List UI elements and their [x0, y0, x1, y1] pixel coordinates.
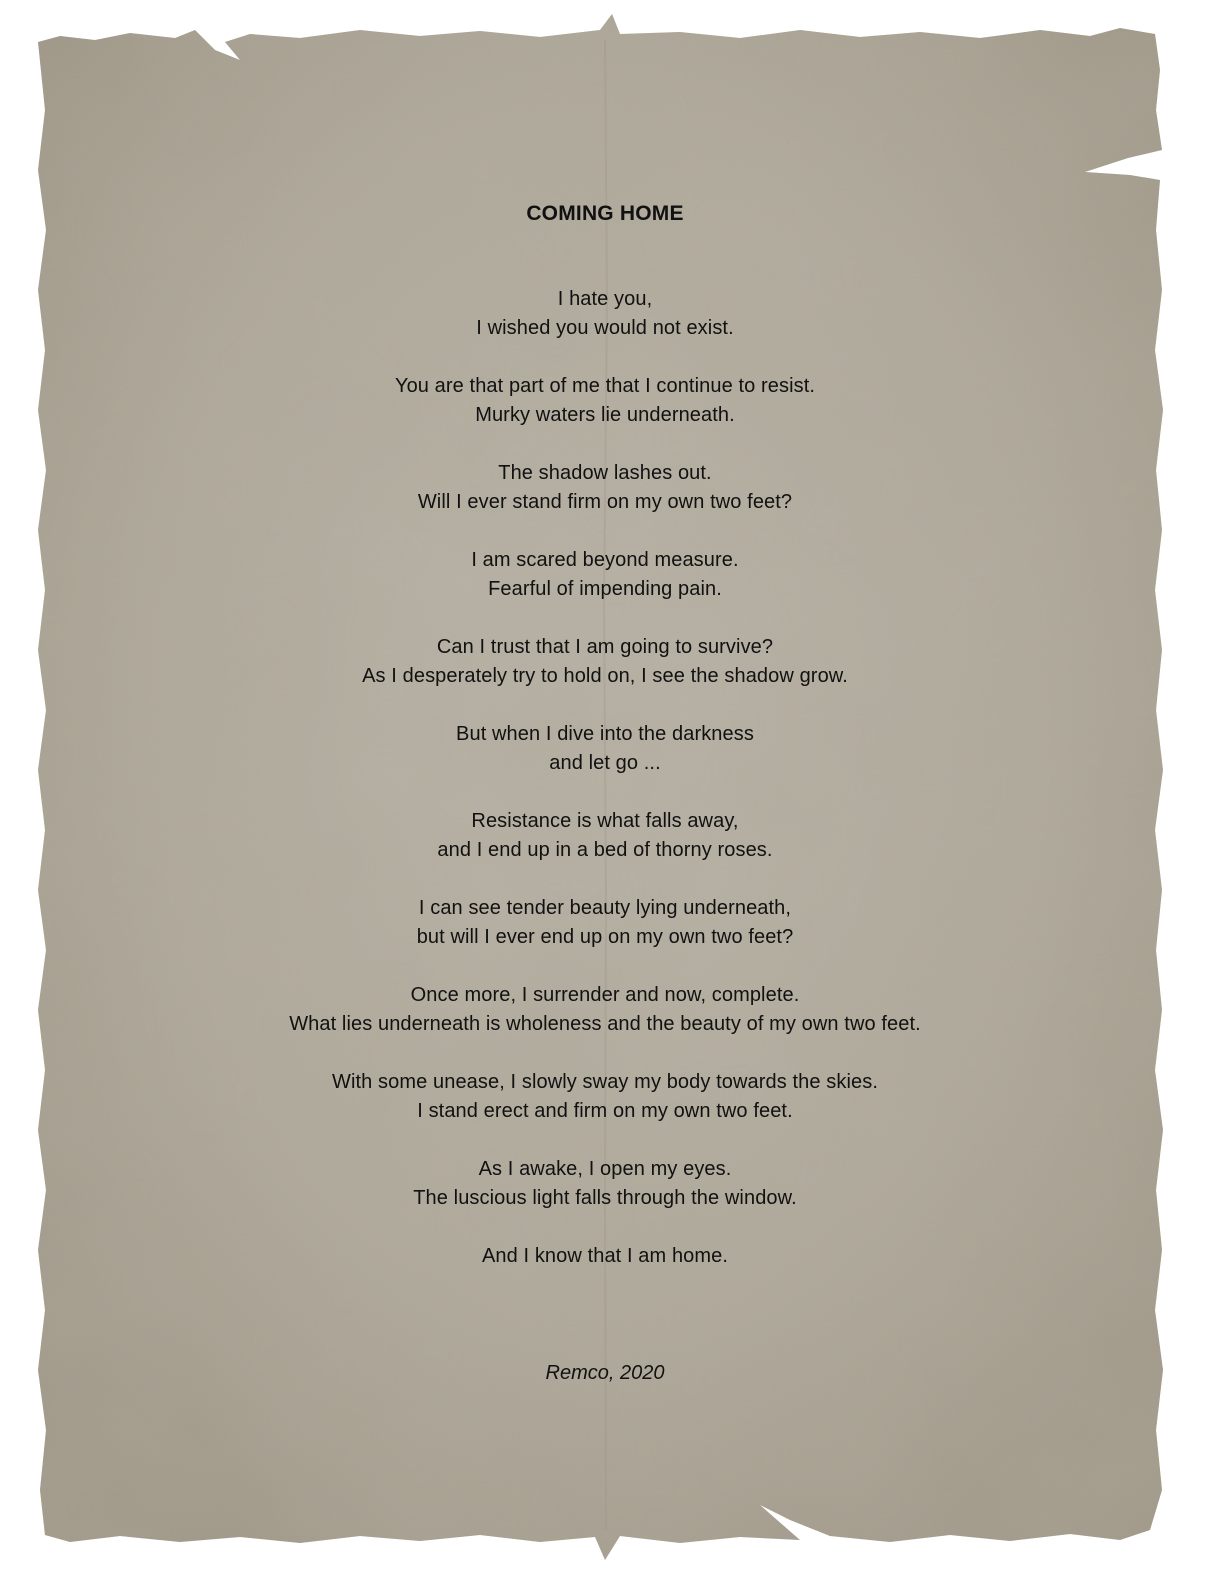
- poem-line: Murky waters lie underneath.: [475, 404, 735, 426]
- poem-line: As I desperately try to hold on, I see the shadow grow.: [362, 665, 848, 687]
- poem-line: Will I ever stand firm on my own two feet?: [417, 491, 793, 513]
- stanza: [0, 1068, 1210, 1126]
- poem-line: I can see tender beauty lying underneath,: [418, 897, 792, 919]
- poem-line: With some unease, I slowly sway my body towards the skies.: [331, 1071, 878, 1093]
- poem-title: COMING HOME: [526, 202, 684, 225]
- poem-stanzas: [0, 285, 1210, 1300]
- poem-line: Fearful of impending pain.: [488, 578, 722, 600]
- stanza: [0, 285, 1210, 343]
- stanza: [0, 546, 1210, 604]
- poem-line: I wished you would not exist.: [476, 317, 734, 339]
- poem-line: and I end up in a bed of thorny roses.: [437, 839, 773, 861]
- poem-line: You are that part of me that I continue to resist.: [394, 375, 816, 397]
- poem-signature: Remco, 2020: [545, 1362, 665, 1384]
- poem-line: As I awake, I open my eyes.: [478, 1158, 732, 1180]
- poem-line: But when I dive into the darkness: [456, 723, 754, 745]
- stanza: [0, 807, 1210, 865]
- stanza: [0, 1155, 1210, 1213]
- poem-line: The luscious light falls through the window.: [413, 1187, 797, 1209]
- poem-line: I hate you,: [557, 288, 653, 310]
- poem-line: Can I trust that I am going to survive?: [436, 636, 774, 658]
- poem-line: I am scared beyond measure.: [471, 549, 739, 571]
- stanza: [0, 720, 1210, 778]
- poem-line: What lies underneath is wholeness and the beauty of my own two feet.: [289, 1013, 921, 1035]
- poem-line: And I know that I am home.: [481, 1245, 729, 1267]
- stanza: [0, 459, 1210, 517]
- poem-line: and let go ...: [549, 752, 661, 774]
- stanza: [0, 981, 1210, 1039]
- stanza: [0, 372, 1210, 430]
- poem-line: Once more, I surrender and now, complete.: [410, 984, 800, 1006]
- poem-line: I stand erect and firm on my own two feet.: [417, 1100, 793, 1122]
- poem-line: The shadow lashes out.: [498, 462, 712, 484]
- stanza: [0, 894, 1210, 952]
- stanza: [0, 633, 1210, 691]
- poem-line: but will I ever end up on my own two feet?: [416, 926, 794, 948]
- stanza: [0, 1242, 1210, 1271]
- poem-line: Resistance is what falls away,: [471, 810, 739, 832]
